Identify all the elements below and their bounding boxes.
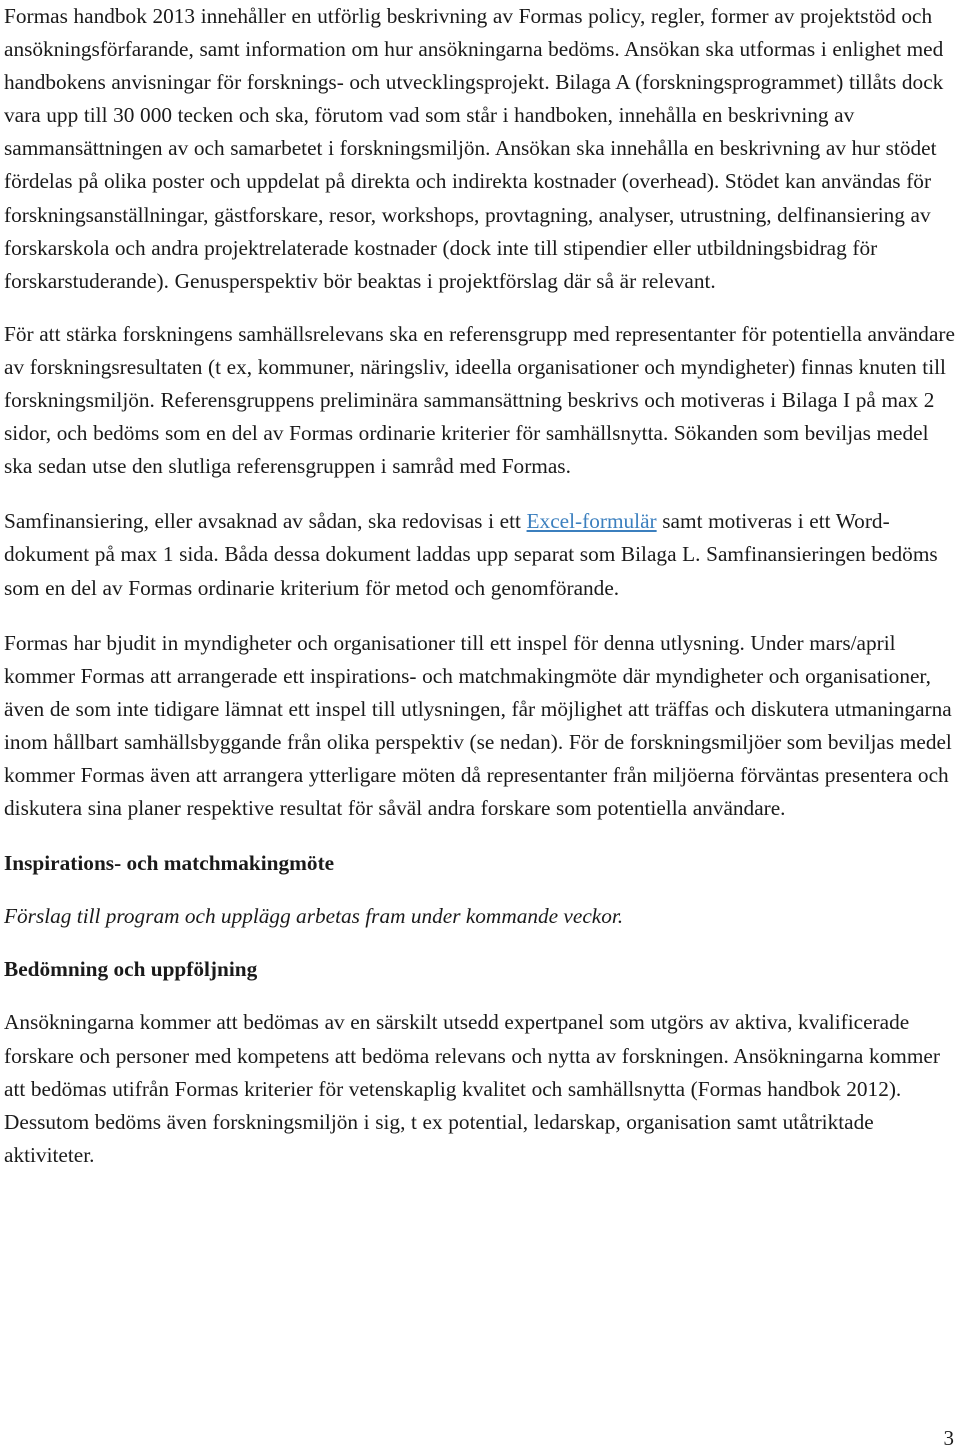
heading-inspiration-meeting: Inspirations- och matchmakingmöte	[4, 851, 335, 876]
excel-form-link[interactable]: Excel-formulär	[526, 509, 657, 534]
inspiration-meeting-note: Förslag till program och upplägg arbetas fram under kommande veckor.	[4, 904, 624, 929]
paragraph-reference-group: För att stärka forskningens samhällsrelevans ska en referensgrupp med representanter för potentiella användare av forskningsresultaten (t ex, kommuner, näringsliv, ideella organisationer och myndigheter) finnas knuten till forskningsmiljön. Referensgruppens preliminära sammansättning beskrivs och motiveras i Bilaga I på max 2 sidor, och bedöms som en del av Formas ordinarie kriterier för samhällsnytta. Sökanden som beviljas medel ska sedan utse den slutliga referensgruppen i samråd med Formas.	[4, 321, 955, 479]
paragraph-handbook: Formas handbok 2013 innehåller en utförlig beskrivning av Formas policy, regler, former av projektstöd och ansökningsförfarande, samt information om hur ansökningarna bedöms. Ansökan ska utformas i enlighet med handbokens anvisningar för forsknings- och utvecklingsprojekt. Bilaga A (forskningsprogrammet) tillåts dock vara upp till 30 000 tecken och ska, förutom vad som står i handboken, innehålla en beskrivning av sammansättningen av och samarbetet i forskningsmiljön. Ansökan ska innehålla en beskrivning av hur stödet fördelas på olika poster och uppdelat på direkta och indirekta kostnader (overhead). Stödet kan användas för forskningsanställningar, gästforskare, resor, workshops, provtagning, analyser, utrustning, delfinansiering av forskarskola och andra projektrelaterade kostnader (dock inte till stipendier eller utbildningsbidrag för forskarstuderande). Genusperspektiv bör beaktas i projektförslag där så är relevant.	[4, 4, 944, 293]
paragraph-input-meetings: Formas har bjudit in myndigheter och organisationer till ett inspel för denna utlysning. Under mars/april kommer Formas att arrangerade ett inspirations- och matchmakingmöte där myndigheter och organisationer, även de som inte tidigare lämnat ett inspel till utlysningen, får möjlighet att träffas och diskutera utmaningarna inom hållbart samhällsbyggande från olika perspektiv (se nedan). För de forskningsmiljöer som beviljas medel kommer Formas även att arrangera ytterligare möten då representanter från miljöerna förväntas presentera och diskutera sina planer respektive resultat för såväl andra forskare som potentiella användare.	[4, 630, 952, 821]
page-number: 3	[943, 1426, 954, 1450]
cofunding-text-after: samt motiveras i ett Word-dokument på max 1 sida. Båda dessa dokument laddas upp separat som Bilaga L. Samfinansieringen bedöms som en del av Formas ordinarie kriterium för metod och genomförande.	[4, 509, 938, 600]
paragraph-assessment: Ansökningarna kommer att bedömas av en särskilt utsedd expertpanel som utgörs av aktiva, kvalificerade forskare och personer med kompetens att bedöma relevans och nytta av forskningen. Ansökningarna kommer att bedömas utifrån Formas kriterier för vetenskaplig kvalitet och samhällsnytta (Formas handbok 2012). Dessutom bedöms även forskningsmiljön i sig, t ex potential, ledarskap, organisation samt utåtriktade aktiviteter.	[4, 1010, 940, 1167]
document-page	[4, 0, 960, 1194]
cofunding-text-before: Samfinansiering, eller avsaknad av sådan, ska redovisas i ett	[4, 509, 527, 534]
paragraph-cofunding	[4, 505, 960, 604]
heading-assessment: Bedömning och uppföljning	[4, 957, 258, 982]
